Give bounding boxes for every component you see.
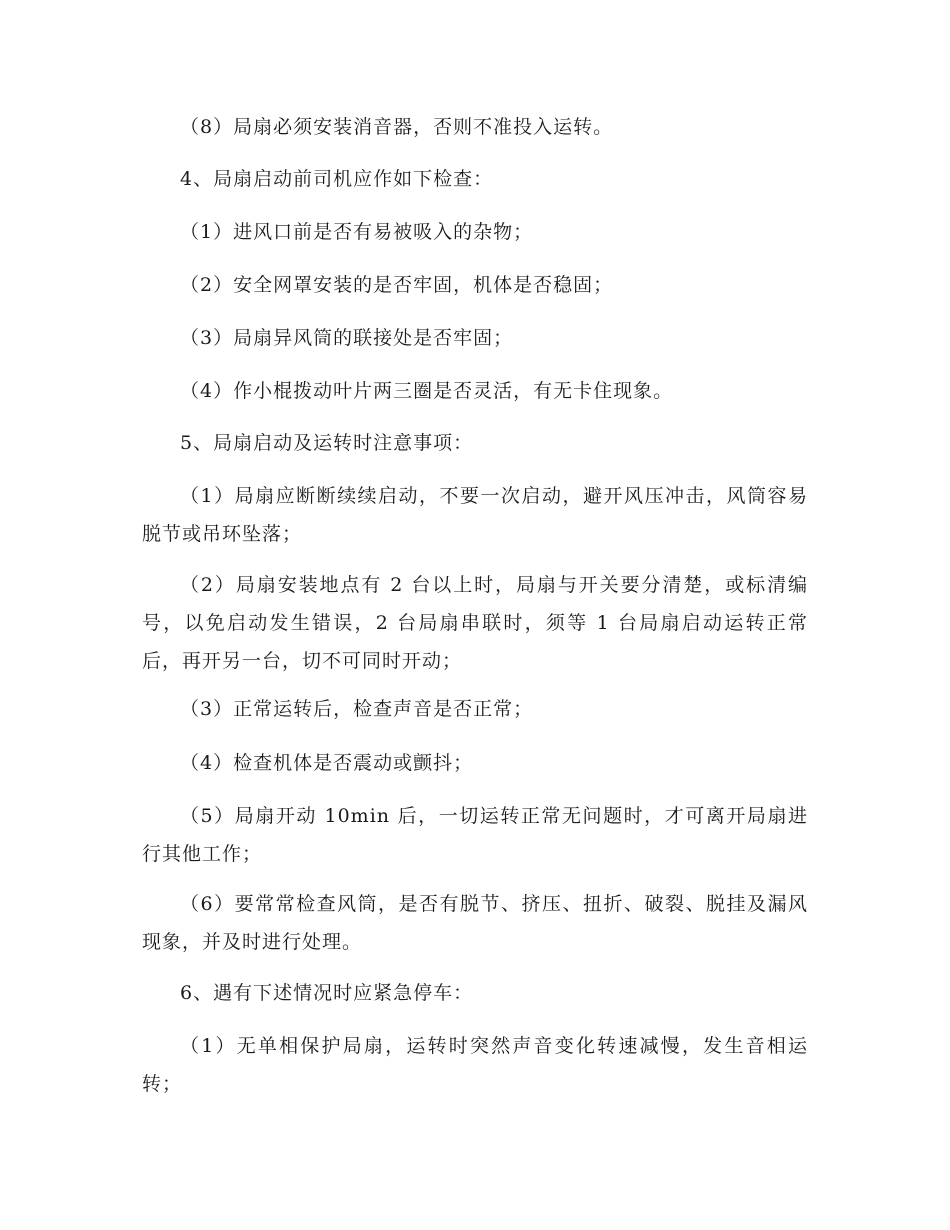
paragraph-start-3: （3）正常运转后，检查声音是否正常； — [180, 698, 534, 720]
paragraph-check-3: （3）局扇异风筒的联接处是否牢固； — [180, 327, 514, 349]
paragraph-stop-1: （1）无单相保护局扇，运转时突然声音变化转速减慢，发生音相运转； — [142, 1035, 808, 1095]
paragraph-item-8-silencer: （8）局扇必须安装消音器，否则不准投入运转。 — [180, 116, 614, 138]
paragraph-check-4: （4）作小棍拨动叶片两三圈是否灵活，有无卡住现象。 — [180, 380, 674, 402]
section-heading-6: 6、遇有下述情况时应紧急停车： — [180, 982, 474, 1004]
section-heading-5: 5、局扇启动及运转时注意事项： — [180, 432, 474, 454]
paragraph-check-2: （2）安全网罩安装的是否牢固，机体是否稳固； — [180, 274, 614, 296]
paragraph-start-6: （6）要常常检查风筒，是否有脱节、挤压、扭折、破裂、脱挂及漏风现象，并及时进行处理。 — [142, 893, 808, 953]
paragraph-start-2: （2）局扇安装地点有 2 台以上时，局扇与开关要分清楚，或标清编号，以免启动发生错误，2 台局扇串联时，须等 1 台局扇启动运转正常后，再开另一台，切不可同时开动； — [142, 574, 808, 672]
paragraph-check-1: （1）进风口前是否有易被吸入的杂物； — [180, 221, 534, 243]
paragraph-start-4: （4）检查机体是否震动或颤抖； — [180, 752, 474, 774]
paragraph-start-1: （1）局扇应断断续续启动，不要一次启动，避开风压冲击，风筒容易脱节或吊环坠落； — [142, 485, 808, 545]
paragraph-start-5: （5）局扇开动 10min 后，一切运转正常无问题时，才可离开局扇进行其他工作； — [142, 805, 808, 865]
section-heading-4: 4、局扇启动前司机应作如下检查： — [180, 168, 494, 190]
